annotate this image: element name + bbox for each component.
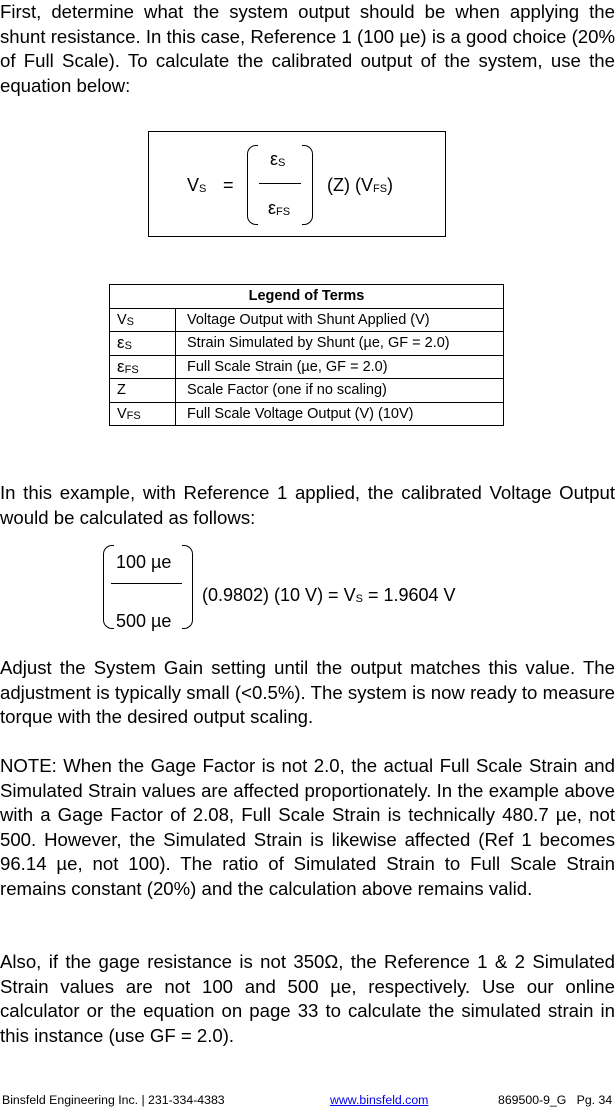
calc-numerator: 100 µe bbox=[116, 552, 172, 572]
adjust-paragraph: Adjust the System Gain setting until the output matches this value. The adjustment is typically small (<0.5%). The system is now ready to measure torque with the desired output scaling. bbox=[0, 657, 615, 727]
formula-lhs: $V_S$ bbox=[187, 175, 207, 195]
legend-definition: Voltage Output with Shunt Applied (V) bbox=[176, 308, 504, 332]
legend-symbol: $V_S$ bbox=[110, 308, 176, 332]
calc-fraction-bar bbox=[111, 583, 182, 584]
intro-paragraph: First, determine what the system output should be when applying the shunt resistance. In this case, Reference 1 (100 µe) is a good choice (20% of Full Scale). To calculate the calibrated output of the system, use the equation below: bbox=[0, 1, 615, 96]
legend-symbol: $\varepsilon_S$ bbox=[110, 332, 176, 356]
left-bracket bbox=[247, 145, 258, 225]
legend-table bbox=[109, 284, 504, 426]
legend-row bbox=[110, 332, 504, 356]
fraction-bar bbox=[259, 183, 301, 184]
legend-symbol: $V_{FS}$ bbox=[110, 402, 176, 426]
formula-denominator: $\varepsilon_{FS}$ bbox=[268, 198, 291, 218]
legend-symbol: $\varepsilon_{FS}$ bbox=[110, 355, 176, 379]
legend-definition: Scale Factor (one if no scaling) bbox=[176, 379, 504, 403]
calc-result: (0.9802) (10 $V) = V_S = 1.9604$ V bbox=[202, 585, 456, 605]
legend-definition: Full Scale Voltage Output (V) (10V) bbox=[176, 402, 504, 426]
legend-row bbox=[110, 402, 504, 426]
legend-row bbox=[110, 308, 504, 332]
footer-doc-ref: 869500-9_G Pg. 34 bbox=[498, 1093, 613, 1107]
legend-definition: Strain Simulated by Shunt (µe, GF = 2.0) bbox=[176, 332, 504, 356]
note-paragraph: NOTE: When the Gage Factor is not 2.0, the actual Full Scale Strain and Simulated Strain values are affected proportionately. In the example above with a Gage Factor of 2.08, Full Scale Strain is technically 480.7 µe, not 500. However, the Simulated Strain is likewise affected (Ref 1 becomes 96.14 µe, not 100). The ratio of Simulated Strain to Full Scale Strain remains constant (20%) and the calculation above remains valid. bbox=[0, 755, 615, 899]
calc-right-bracket bbox=[182, 545, 193, 629]
example-paragraph: In this example, with Reference 1 applied, the calibrated Voltage Output would be calculated as follows: bbox=[0, 482, 615, 528]
legend-row bbox=[110, 355, 504, 379]
formula-numerator: $\varepsilon_S$ bbox=[270, 149, 286, 169]
formula-equals: = bbox=[223, 175, 234, 195]
legend-row bbox=[110, 379, 504, 403]
calc-denominator: 500 µe bbox=[116, 611, 172, 631]
legend-title: Legend of Terms bbox=[110, 285, 504, 309]
legend-header-row bbox=[110, 285, 504, 309]
formula-rhs: (Z) $(V_{FS})$ bbox=[327, 175, 394, 195]
right-bracket bbox=[302, 145, 313, 225]
legend-definition: Full Scale Strain (µe, GF = 2.0) bbox=[176, 355, 504, 379]
footer-website-link[interactable]: www.binsfeld.com bbox=[330, 1093, 429, 1107]
formula-box bbox=[148, 131, 446, 237]
footer-company: Binsfeld Engineering Inc. | 231-334-4383 bbox=[2, 1093, 225, 1107]
calc-left-bracket bbox=[103, 545, 114, 629]
also-paragraph: Also, if the gage resistance is not 350Ω, the Reference 1 & 2 Simulated Strain values are not 100 and 500 µe, respectively. Use our online calculator or the equation on page 33 to calculate the simulated strain in this instance (use GF = 2.0). bbox=[0, 951, 615, 1046]
legend-symbol: Z bbox=[110, 379, 176, 403]
